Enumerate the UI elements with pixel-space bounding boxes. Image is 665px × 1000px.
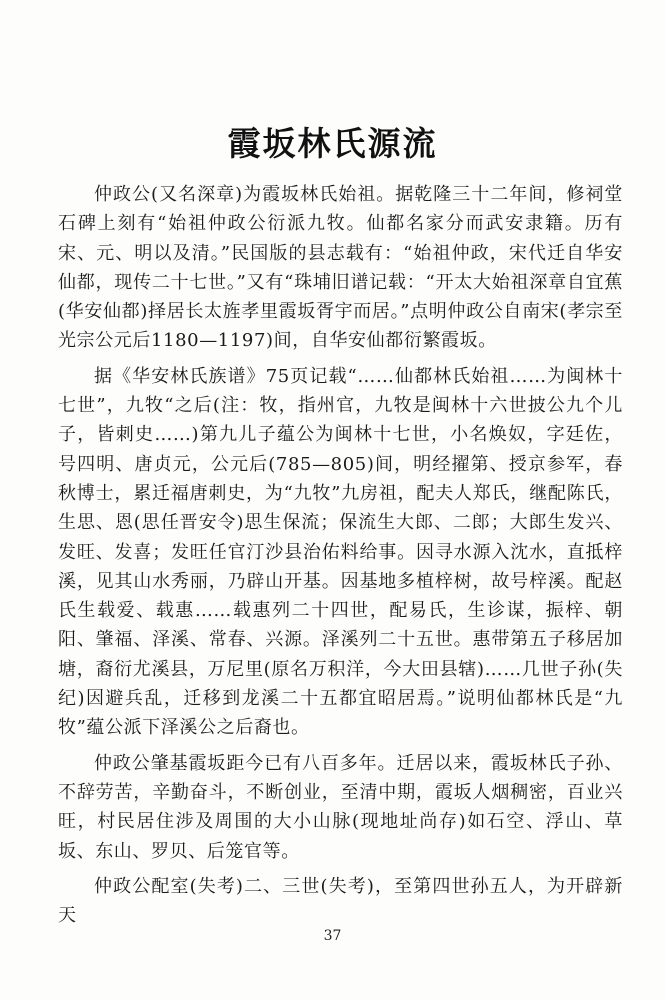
paragraph-1: 仲政公(又名深章)为霞坂林氏始祖。据乾隆三十二年间，修祠堂石碑上刻有“始祖仲政公衍派九牧。仙都名家分而武安隶籍。历有宋、元、明以及清。”民国版的县志载有：“始祖仲政，宋代迁自华安仙都，现传二十七世。”又有“珠埔旧谱记载：“开太大始祖深章自宜蕉(华安仙都)择居长太旌孝里霞坂胥宇而居。”点明仲政公自南宋(孝宗至光宗公元后1180—1197)间，自华安仙都衍繁霞坂。	[58, 184, 623, 352]
paragraph-3: 仲政公肇基霞坂距今已有八百多年。迁居以来，霞坂林氏子孙、不辞劳苦，辛勤奋斗，不断创业，至清中期，霞坂人烟稠密，百业兴旺，村民居住涉及周围的大小山脉(现地址尚存)如石空、浮山、草坂、东山、罗贝、后笼官等。	[58, 752, 623, 862]
page-title: 霞坂林氏源流	[227, 124, 438, 164]
paragraph-4: 仲政公配室(失考)二、三世(失考)，至第四世孙五人，为开辟新天	[58, 875, 623, 927]
paragraph-2: 据《华安林氏族谱》75页记载“……仙都林氏始祖……为闽林十七世”，九牧“之后(注：牧，指州官，九牧是闽林十六世披公九个儿子，皆刺史……)第九儿子蕴公为闽林十七世，小名焕奴，字廷佐，号四明、唐贞元，公元后(785—805)间，明经擢第、授京参军，春秋博士，累迁福唐刺史，为“九牧”九房祖，配夫人郑氏，继配陈氏，生思、恩(思任晋安令)思生保流；保流生大郎、二郎；大郎生发兴、发旺、发喜；发旺任官汀沙县治佑料给事。因寻水源入沈水，直抵梓溪，见其山水秀丽，乃辟山开基。因基地多植梓树，故号梓溪。配赵氏生载爱、载惠……载惠列二十四世，配易氏，生诊谋，振梓、朝阳、肇福、泽溪、常春、兴源。泽溪列二十五世。惠带第五子移居加塘，裔衍尤溪县，万尼里(原名万积洋，今大田县辖)……几世子孙(失纪)因避兵乱，迁移到龙溪二十五都宜昭居焉。”说明仙都林氏是“九牧”蕴公派下泽溪公之后裔也。	[58, 365, 623, 739]
body-text	[58, 180, 623, 936]
page-number: 37	[323, 928, 342, 944]
